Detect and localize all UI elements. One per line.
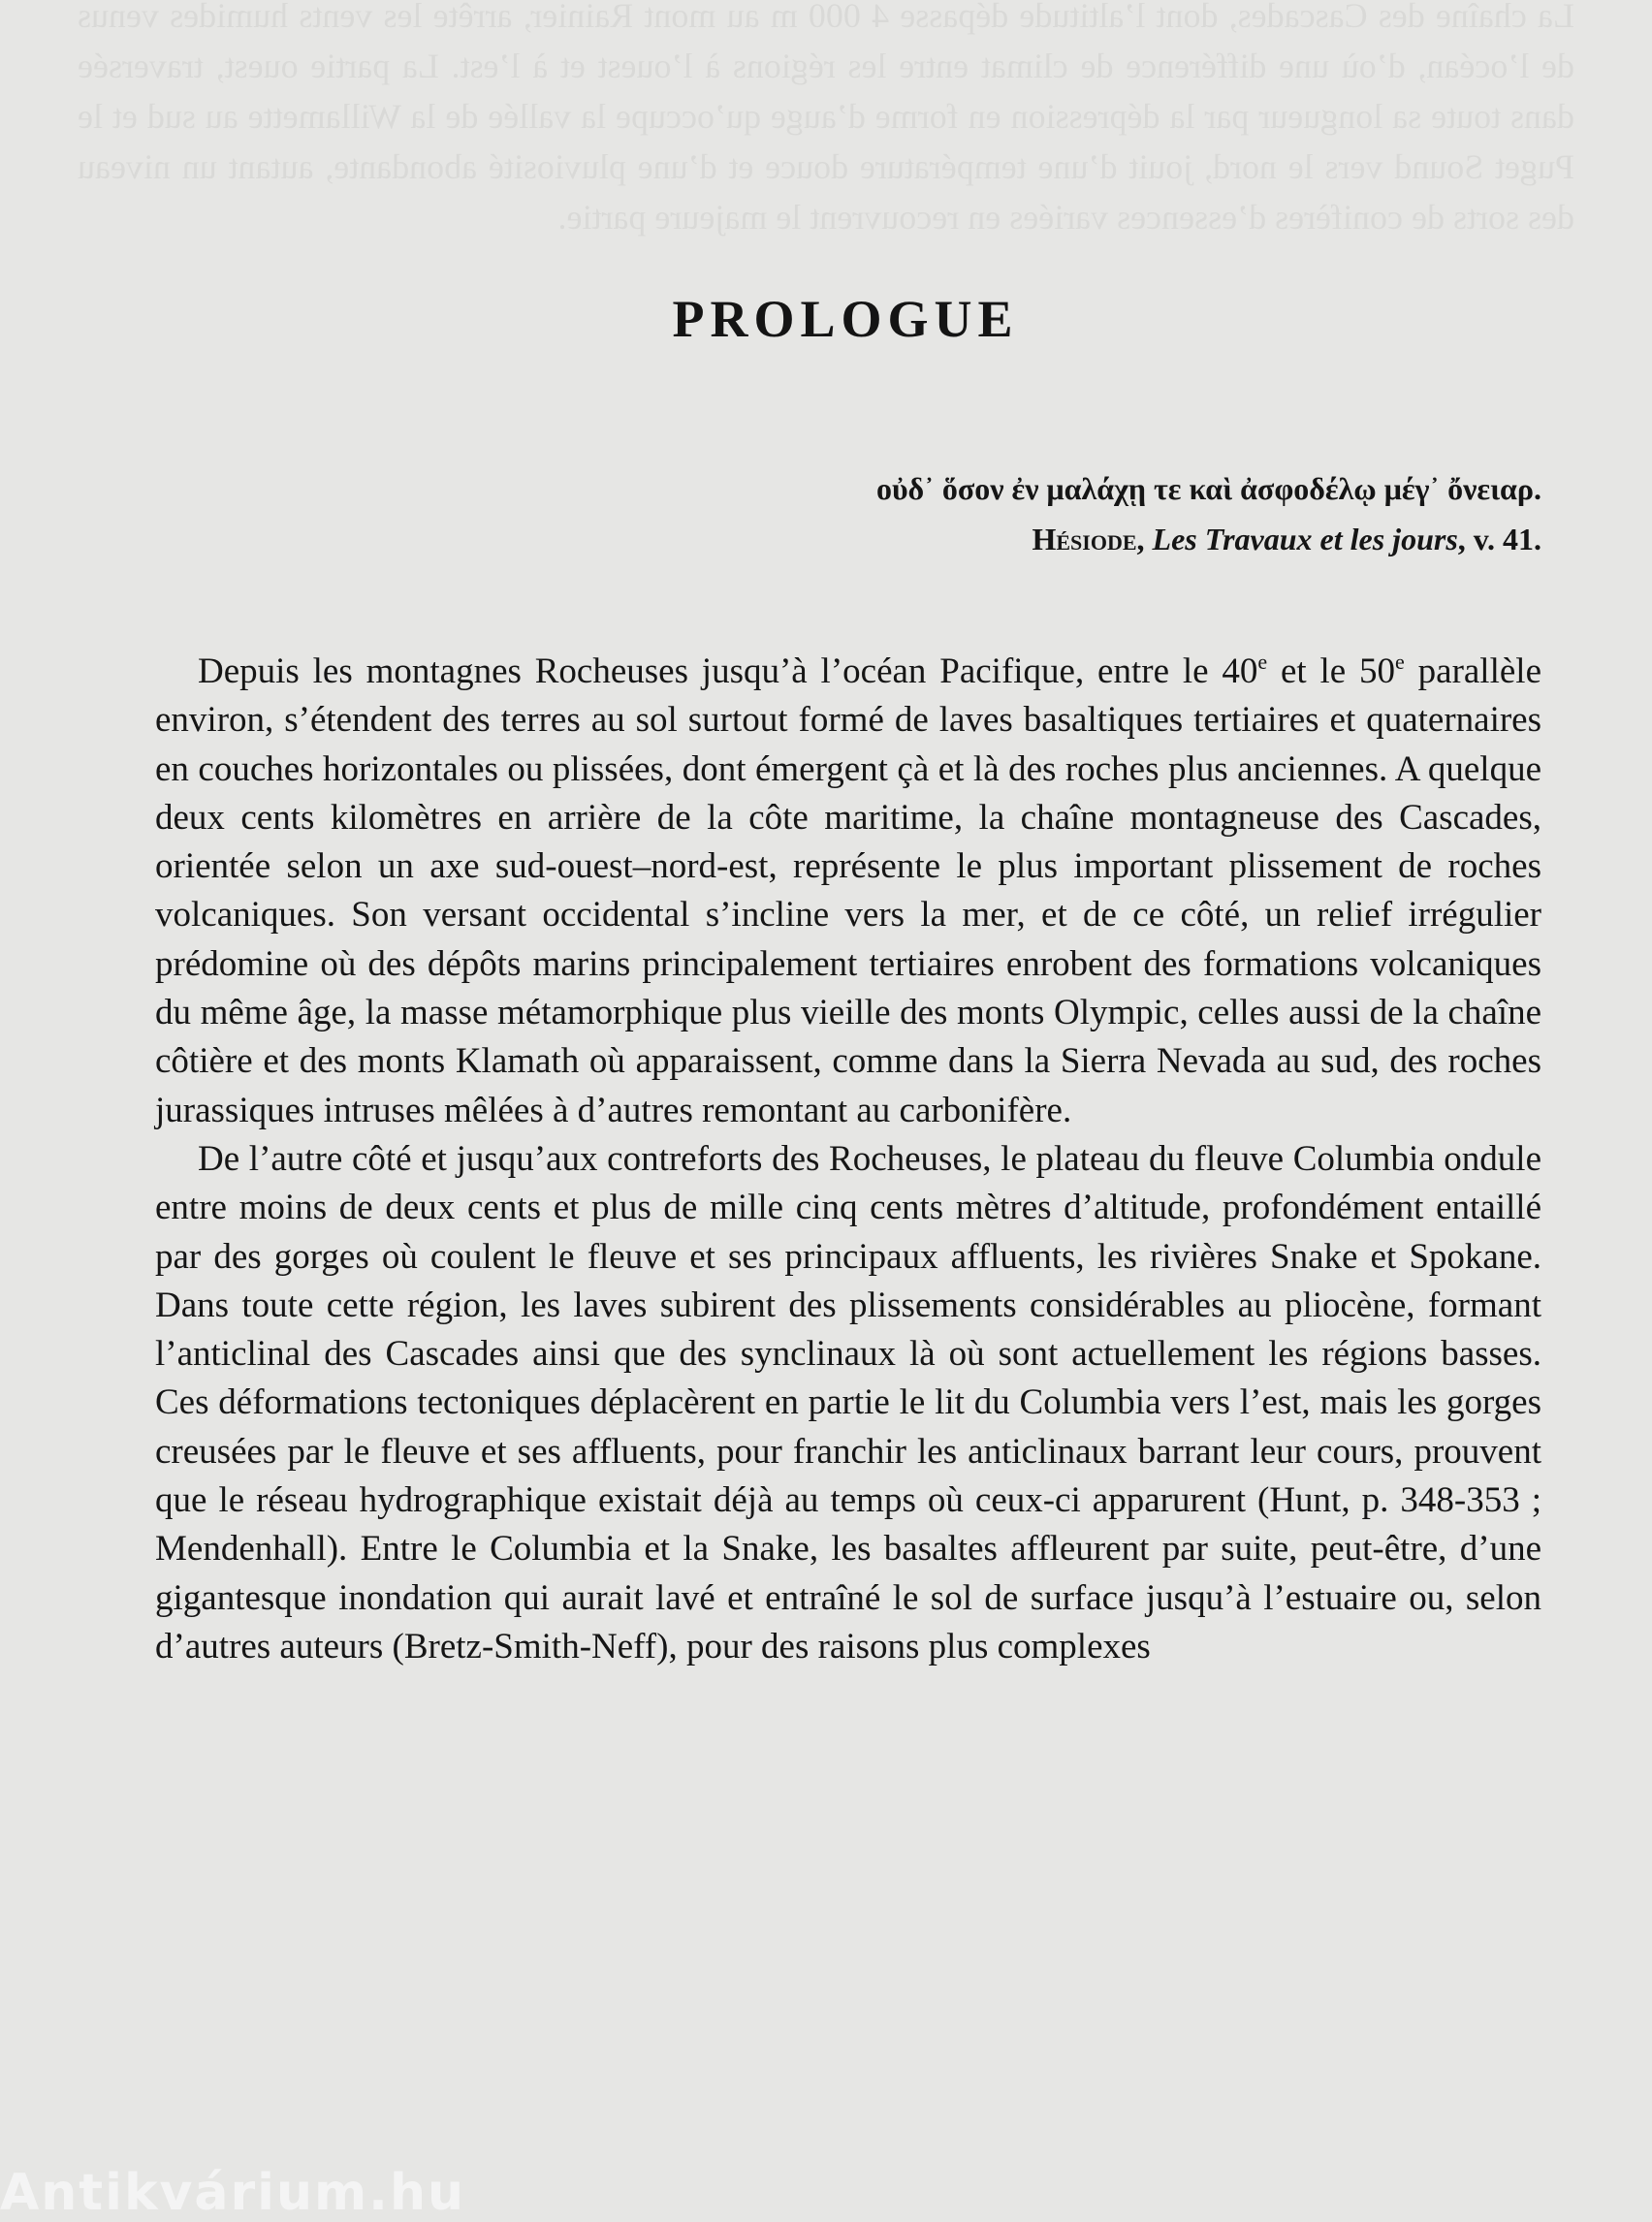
paragraph-2: De l’autre côté et jusqu’aux contreforts des Rocheuses, le plateau du fleuve Columbia ondule entre moins de deux cents et plus de mille cinq cents mètres d’altitude, profondément entaillé par des gorges où coulent le fleuve et ses principaux affluents, les rivières Snake et Spokane. Dans toute cette région, les laves subirent des plissements considérables au pliocène, formant l’anticlinal des Cascades ainsi que des synclinaux là où sont actuellement les régions basses. Ces déformations tectoniques déplacèrent en partie le lit du Columbia vers l’est, mais les gorges creusées par le fleuve et ses affluents, pour franchir les anticlinaux barrant leur cours, prouvent que le réseau hydrographique existait déjà au temps où ceux-ci apparurent (Hunt, p. 348-353 ; Mendenhall). Entre le Columbia et la Snake, les basaltes affleurent par suite, peut-être, d’une gigantesque inondation qui aurait lavé et entraîné le sol de surface jusqu’à l’estuaire ou, selon d’autres auteurs (Bretz-Smith-Neff), pour des raisons plus complexes [155,1138,1541,1666]
paragraph-text: et le 50 [1267,651,1396,691]
epigraph [876,463,1541,564]
epigraph-work-title: Les Travaux et les jours [1152,522,1458,556]
watermark: Antikvárium.hu [0,2164,465,2222]
epigraph-quote: οὐδ᾽ ὅσον ἐν μαλάχῃ τε καὶ ἀσφοδέλῳ μέγ᾽ ὄνειαρ. [875,471,1541,506]
paragraph-text: Depuis les montagnes Rocheuses jusqu’à l’océan Pacifique, entre le 40 [198,651,1258,691]
superscript: e [1257,650,1268,674]
epigraph-attribution [876,514,1541,564]
paragraph-text: parallèle environ, s’étendent des terres au sol surtout formé de laves basaltiques tertiaires et quaternaires en couches horizontales ou plissées, dont émergent çà et là des roches plus anciennes. A quelque deux cents kilomètres en arrière de la côte maritime, la chaîne montagneuse des Cascades, orientée selon un axe sud-ouest–nord-est, représente le plus important plissement de roches volcaniques. Son versant occidental s’incline vers la mer, et de ce côté, un relief irrégulier prédomine où des dépôts marins principalement tertiaires enrobent des formations volcaniques du même âge, la masse métamorphique plus vieille des monts Olympic, celles aussi de la chaîne côtière et des monts Klamath où apparaissent, comme dans la Sierra Nevada au sud, des roches jurassiques intruses mêlées à d’autres remontant au carbonifère. [155,651,1541,1130]
paragraph-1 [155,648,1541,1135]
superscript: e [1395,650,1405,674]
epigraph-author: Hésiode [1032,522,1137,556]
epigraph-separator: , [1136,522,1153,556]
epigraph-verse: , v. 41. [1457,522,1541,556]
bleed-through-text: La chaîne des Cascades, dont l’altitude dépasse 4 000 m au mont Rainier, arrête les vents humides venus de l’océan, d’où une différence de climat entre les régions à l’ouest et à l’est. La partie ouest, traversée dans toute sa longueur par la dépression en forme d’auge qu’occupe la vallée de la Willamette au sud et le Puget Sound vers le nord, jouit d’une température douce et d’une pluviosité abondante, autant un niveau des sorts de conifères d’essences variées en recouvrent le majeure partie. [69,0,1574,237]
page-title: PROLOGUE [672,290,1019,349]
body-text [155,648,1541,1671]
